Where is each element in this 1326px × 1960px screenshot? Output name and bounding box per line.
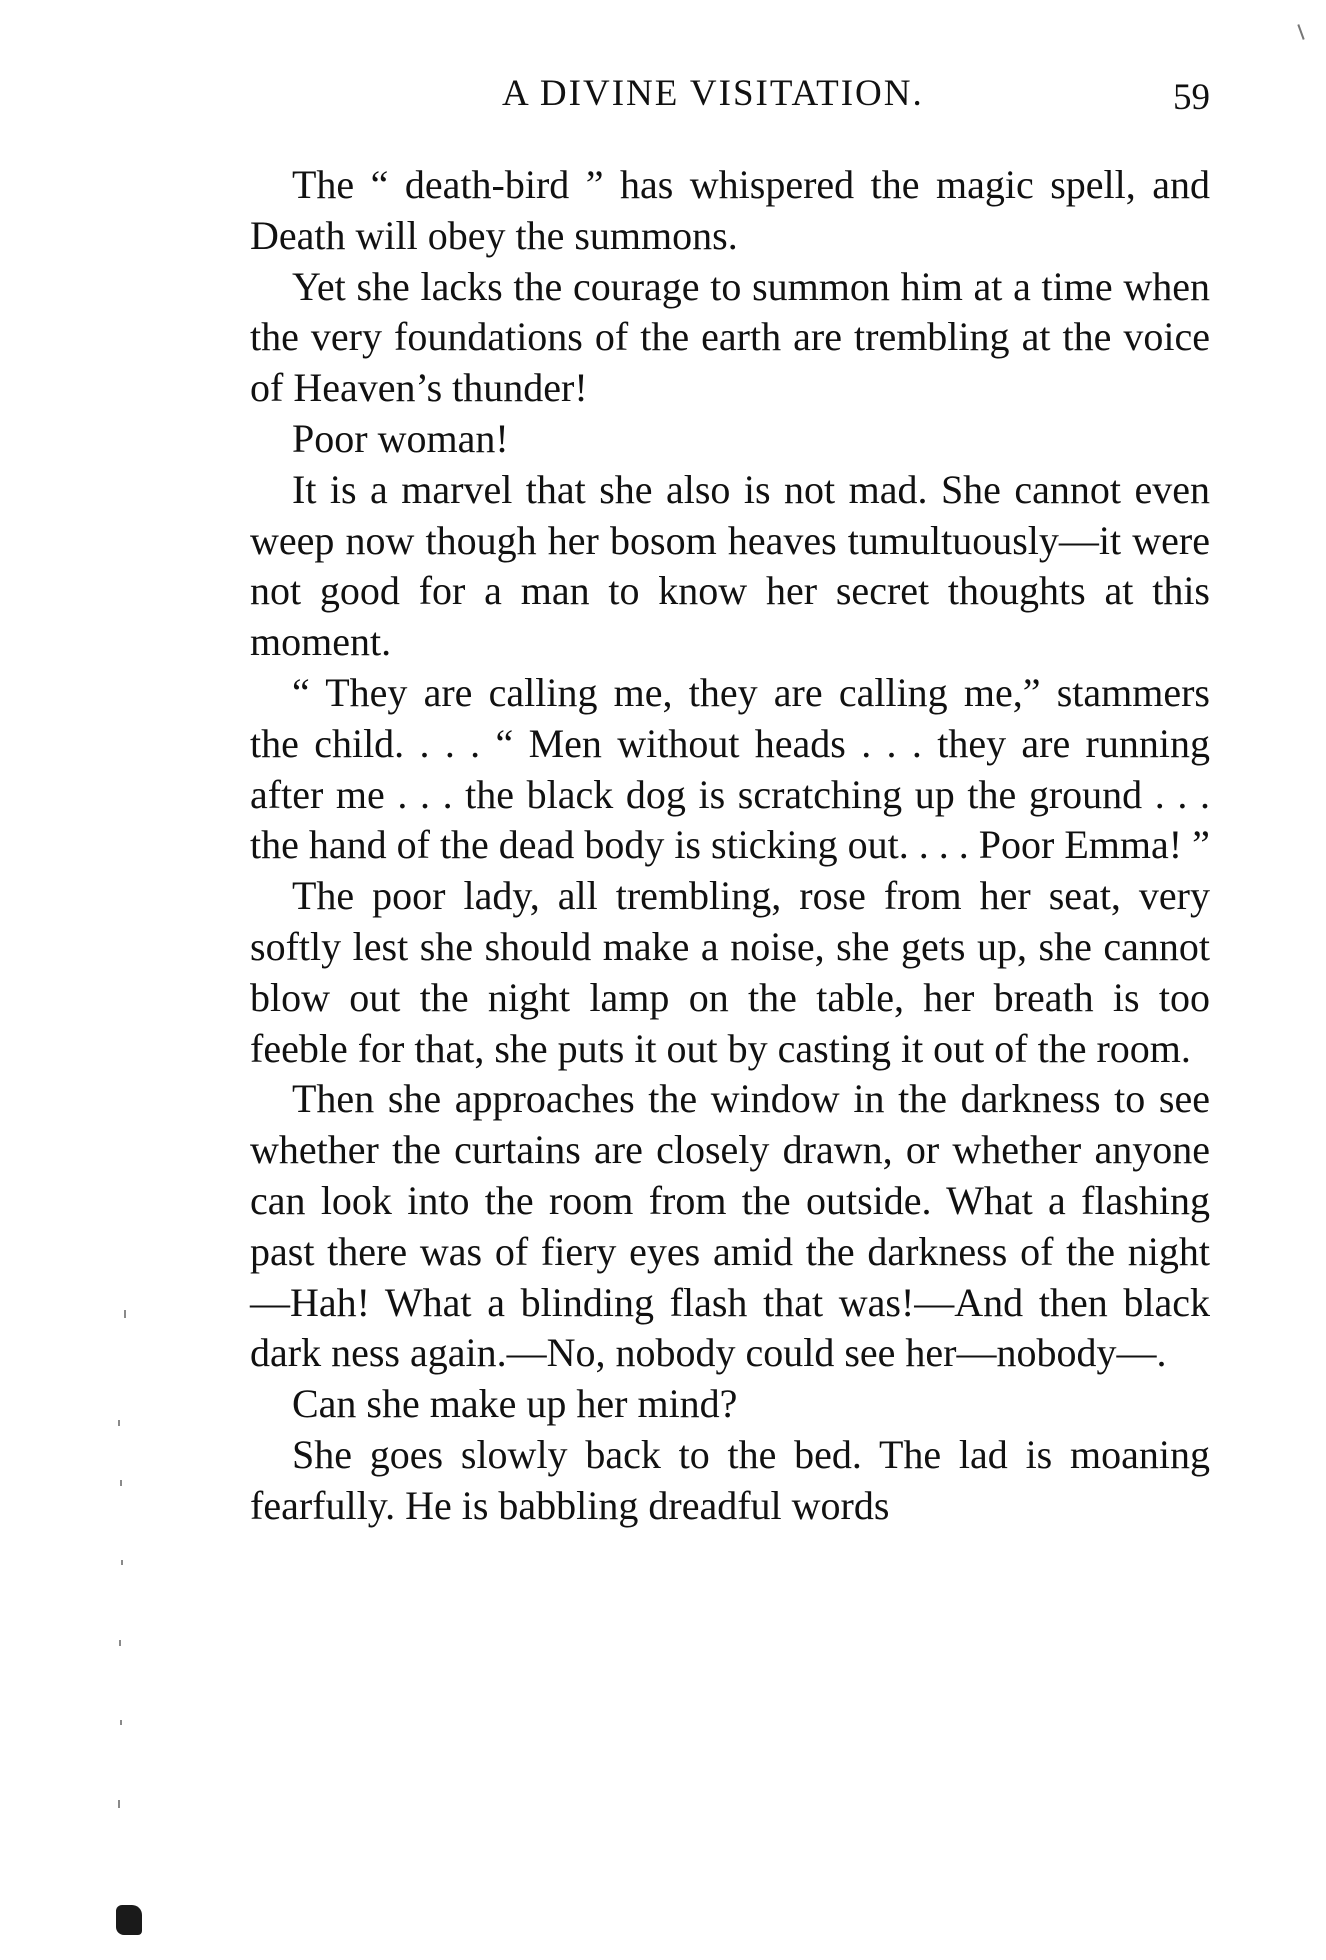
running-head	[250, 62, 1210, 122]
paragraph-3: Poor woman!	[292, 415, 509, 461]
paragraph-1: The “ death-bird ” has whispered the magic spell, and Death will obey the summons.	[250, 162, 1210, 258]
paragraph-9: She goes slowly back to the bed. The lad is moaning fearfully. He is babbling dreadful words	[250, 1431, 1210, 1528]
gutter-speck	[121, 1560, 123, 1565]
paragraph-8: Can she make up her mind?	[292, 1381, 738, 1427]
gutter-speck	[118, 1800, 120, 1808]
ink-blot	[116, 1905, 142, 1935]
page-number: 59	[1173, 77, 1210, 118]
running-title: A DIVINE VISITATION.	[502, 73, 924, 114]
paragraph-4: It is a marvel that she also is not mad. She cannot even weep now though her bosom heaves tumultuously—it were not good for a man to know her secret thoughts at this moment.	[250, 466, 1210, 665]
scan-speck	[1297, 24, 1304, 40]
paragraph-2: Yet she lacks the courage to summon him at a time when the very foundations of the earth are trembling at the voice of Heaven’s thunder!	[250, 263, 1210, 411]
gutter-speck	[118, 1420, 120, 1426]
paragraph-5: “ They are calling me, they are calling me,” stammers the child. . . . “ Men without heads . . . they are running after me . . . the black dog is scratching up the ground . . . the hand of the dead body is sticking out. . . . Poor Emma! ”	[250, 669, 1210, 868]
gutter-speck	[120, 1720, 122, 1725]
body-text	[250, 160, 1210, 1532]
gutter-speck	[120, 1480, 122, 1486]
paragraph-7: Then she approaches the window in the darkness to see whether the curtains are closely drawn, or whether anyone can look into the room from the outside. What a flashing past there was of fiery eyes amid the darkness of the night—Hah! What a blinding flash that was!—And then black dark ness again.—No, nobody could see her—nobody—.	[250, 1076, 1210, 1376]
paragraph-6: The poor lady, all trembling, rose from her seat, very softly lest she should make a noise, she gets up, she cannot blow out the night lamp on the table, her breath is too feeble for that, she puts it out by casting it out of the room.	[250, 873, 1210, 1071]
gutter-speck	[124, 1310, 126, 1318]
gutter-speck	[119, 1640, 121, 1646]
